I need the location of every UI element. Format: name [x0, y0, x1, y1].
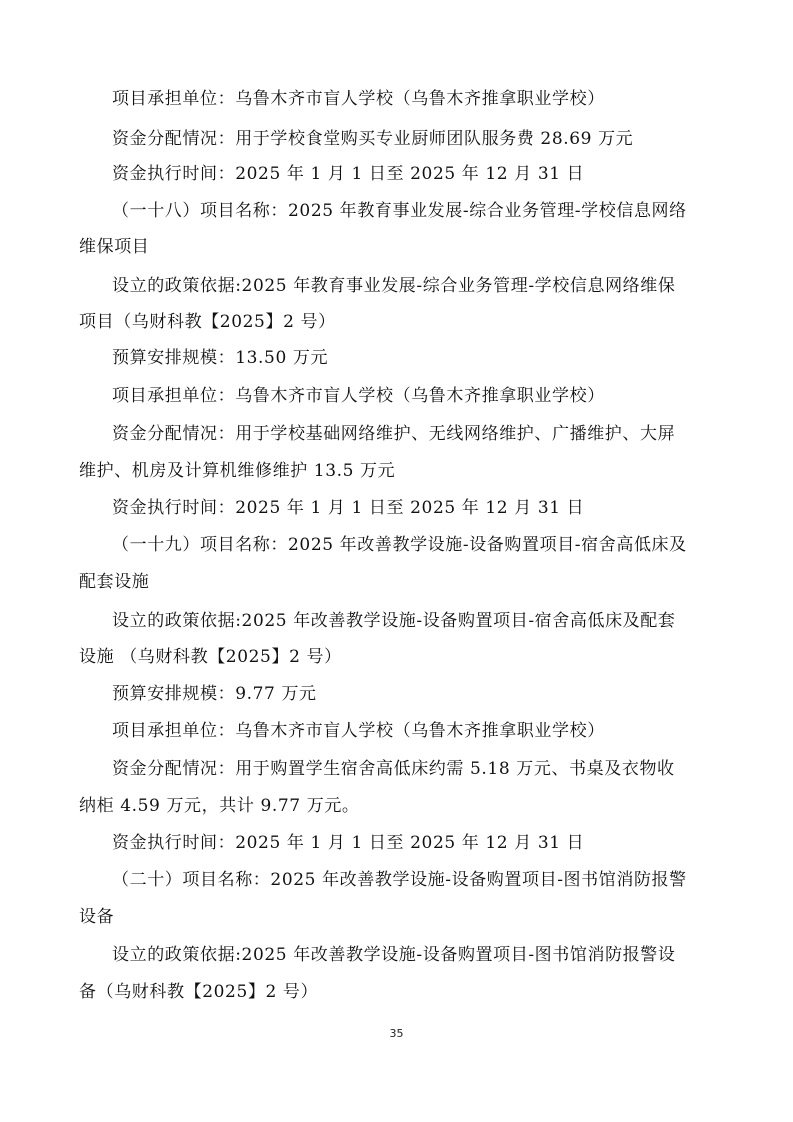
- text-line: 维护、机房及计算机维修维护 13.5 万元: [79, 461, 396, 481]
- text-line: 资金执行时间：2025 年 1 月 1 日至 2025 年 12 月 31 日: [112, 164, 585, 184]
- text-line: 备（乌财科教【2025】2 号）: [79, 982, 319, 1002]
- text-line: 预算安排规模：13.50 万元: [112, 348, 329, 368]
- text-line: 纳柜 4.59 万元，共计 9.77 万元。: [79, 796, 360, 816]
- text-line: 项目承担单位：乌鲁木齐市盲人学校（乌鲁木齐推拿职业学校）: [112, 89, 605, 109]
- text-line: 项目承担单位：乌鲁木齐市盲人学校（乌鲁木齐推拿职业学校）: [112, 721, 605, 741]
- text-line: 预算安排规模：9.77 万元: [112, 684, 317, 704]
- text-line: 资金分配情况：用于学校食堂购买专业厨师团队服务费 28.69 万元: [112, 129, 634, 149]
- text-line: 项目承担单位：乌鲁木齐市盲人学校（乌鲁木齐推拿职业学校）: [112, 386, 605, 406]
- text-line: 资金执行时间：2025 年 1 月 1 日至 2025 年 12 月 31 日: [112, 498, 585, 518]
- text-line: 资金分配情况：用于购置学生宿舍高低床约需 5.18 万元、书桌及衣物收: [112, 759, 675, 779]
- text-line: 资金执行时间：2025 年 1 月 1 日至 2025 年 12 月 31 日: [112, 833, 585, 853]
- section-heading-19: （一十九）项目名称：2025 年改善教学设施-设备购置项目-宿舍高低床及: [112, 535, 687, 555]
- text-line: 设施 （乌财科教【2025】2 号）: [79, 647, 342, 667]
- text-line: 设立的政策依据:2025 年改善教学设施-设备购置项目-图书馆消防报警设: [112, 945, 676, 965]
- section-heading-20: （二十）项目名称：2025 年改善教学设施-设备购置项目-图书馆消防报警: [112, 870, 687, 890]
- page-number: 35: [389, 1027, 404, 1040]
- section-heading-20-cont: 设备: [79, 907, 115, 927]
- text-line: 资金分配情况：用于学校基础网络维护、无线网络维护、广播维护、大屏: [112, 424, 676, 444]
- text-line: 设立的政策依据:2025 年改善教学设施-设备购置项目-宿舍高低床及配套: [112, 611, 676, 631]
- text-line: 项目（乌财科教【2025】2 号）: [79, 312, 336, 332]
- section-heading-18: （一十八）项目名称：2025 年教育事业发展-综合业务管理-学校信息网络: [112, 201, 687, 221]
- text-line: 设立的政策依据:2025 年教育事业发展-综合业务管理-学校信息网络维保: [112, 276, 676, 296]
- section-heading-18-cont: 维保项目: [79, 237, 150, 257]
- section-heading-19-cont: 配套设施: [79, 572, 150, 592]
